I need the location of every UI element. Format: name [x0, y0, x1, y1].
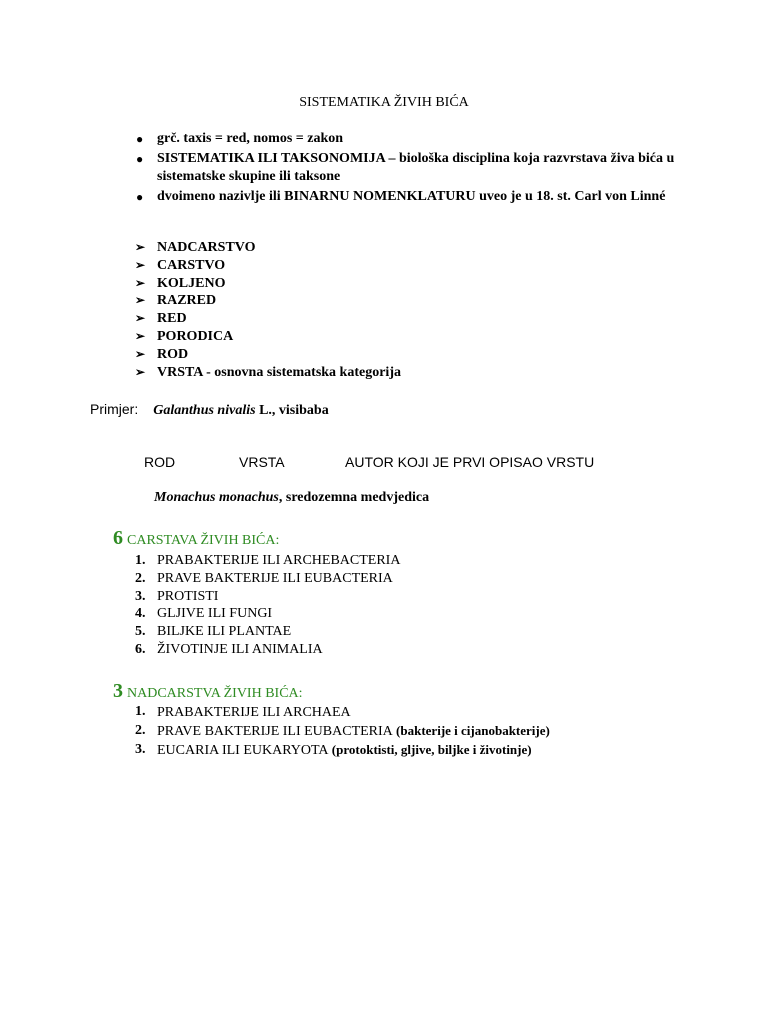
domain-label: PRAVE BAKTERIJE ILI EUBACTERIA	[157, 723, 393, 739]
rank-label: CARSTVO	[157, 257, 226, 273]
example2-latin-name: Monachus monachus	[154, 490, 279, 505]
name-part-rod: ROD	[144, 454, 176, 470]
bullet-dot-icon: ●	[136, 152, 144, 166]
bullet-text: SISTEMATIKA ILI TAKSONOMIJA – biološka disciplina koja razvrstava živa bića u sistematske skupine ili taksone	[157, 151, 675, 184]
rank-item	[135, 275, 401, 293]
list-item: 3. EUCARIA ILI EUKARYOTA (protoktisti, gljive, biljke i životinje)	[135, 741, 532, 758]
kingdom-label: GLJIVE ILI FUNGI	[157, 606, 273, 622]
rank-item	[135, 364, 401, 382]
list-item: 2. PRAVE BAKTERIJE ILI EUBACTERIA (bakterije i cijanobakterije)	[135, 722, 550, 739]
arrowhead-icon: ➢	[135, 275, 146, 290]
rank-item	[135, 239, 401, 257]
arrowhead-icon: ➢	[135, 311, 146, 326]
domains-heading-text: NADCARSTVA ŽIVIH BIĆA:	[127, 686, 303, 701]
rank-item	[135, 310, 401, 328]
second-example-line	[154, 490, 429, 506]
rank-item	[135, 257, 401, 275]
domains-count: 3	[113, 680, 123, 702]
list-item: 3. PROTISTI	[135, 588, 219, 604]
list-item: 1. PRABAKTERIJE ILI ARCHEBACTERIA	[135, 553, 401, 568]
domains-heading	[113, 680, 303, 703]
arrowhead-icon: ➢	[135, 364, 146, 379]
bullet-dot-icon: ●	[136, 190, 144, 204]
domain-label: EUCARIA ILI EUKARYOTA	[157, 742, 329, 758]
rank-label: PORODICA	[157, 328, 234, 344]
rank-label: ROD	[157, 346, 189, 362]
rank-label: KOLJENO	[157, 275, 226, 291]
bullet-text: grč. taxis = red, nomos = zakon	[157, 131, 344, 146]
bullet-item	[136, 188, 696, 206]
arrowhead-icon: ➢	[135, 240, 146, 254]
bullet-dot-icon: ●	[136, 132, 144, 146]
kingdoms-heading-text: CARSTAVA ŽIVIH BIĆA:	[127, 533, 280, 548]
kingdom-label: PRAVE BAKTERIJE ILI EUBACTERIA	[157, 570, 393, 586]
arrowhead-icon: ➢	[135, 328, 146, 343]
taxonomic-ranks-list	[135, 239, 401, 381]
rank-item	[135, 346, 401, 364]
domain-note: (protoktisti, gljive, biljke i životinje)	[328, 741, 532, 757]
list-item: 4. GLJIVE ILI FUNGI	[135, 606, 273, 622]
intro-bullet-list	[136, 130, 696, 208]
example-latin-name: Galanthus nivalis	[153, 403, 256, 418]
kingdom-label: BILJKE ILI PLANTAE	[157, 624, 292, 640]
kingdoms-heading	[113, 527, 279, 550]
list-item: 6. ŽIVOTINJE ILI ANIMALIA	[135, 641, 323, 657]
arrowhead-icon: ➢	[135, 346, 146, 361]
rank-label: NADCARSTVO	[157, 240, 256, 255]
arrowhead-icon: ➢	[135, 257, 146, 272]
rank-label: VRSTA - osnovna sistematska kategorija	[157, 364, 401, 380]
list-item: 5. BILJKE ILI PLANTAE	[135, 624, 292, 640]
arrowhead-icon: ➢	[135, 293, 146, 308]
name-part-autor: AUTOR KOJI JE PRVI OPISAO VRSTU	[345, 454, 595, 470]
bullet-text: dvoimeno nazivlje ili BINARNU NOMENKLATURU uveo je u 18. st. Carl von Linné	[157, 189, 666, 204]
example-label: Primjer:	[90, 401, 139, 417]
bullet-item	[136, 150, 696, 186]
kingdom-label: PRABAKTERIJE ILI ARCHEBACTERIA	[157, 553, 401, 568]
page-title: SISTEMATIKA ŽIVIH BIĆA	[299, 95, 469, 110]
kingdom-label: PROTISTI	[157, 588, 219, 604]
bullet-item	[136, 130, 696, 148]
rank-label: RED	[157, 311, 187, 327]
list-item: 2. PRAVE BAKTERIJE ILI EUBACTERIA	[135, 570, 393, 586]
rank-label: RAZRED	[157, 293, 217, 309]
kingdoms-list	[135, 552, 400, 659]
kingdoms-count: 6	[113, 527, 123, 549]
list-item: 1. PRABAKTERIJE ILI ARCHAEA	[135, 704, 351, 720]
domains-list	[135, 703, 550, 759]
example-rest: L., visibaba	[255, 403, 329, 418]
domain-label: PRABAKTERIJE ILI ARCHAEA	[157, 705, 351, 720]
rank-item	[135, 292, 401, 310]
example-line	[90, 401, 329, 419]
rank-item	[135, 328, 401, 346]
domain-note: (bakterije i cijanobakterije)	[392, 722, 550, 738]
name-part-vrsta: VRSTA	[239, 454, 285, 470]
example2-rest: , sredozemna medvjedica	[278, 490, 430, 505]
kingdom-label: ŽIVOTINJE ILI ANIMALIA	[157, 641, 323, 657]
